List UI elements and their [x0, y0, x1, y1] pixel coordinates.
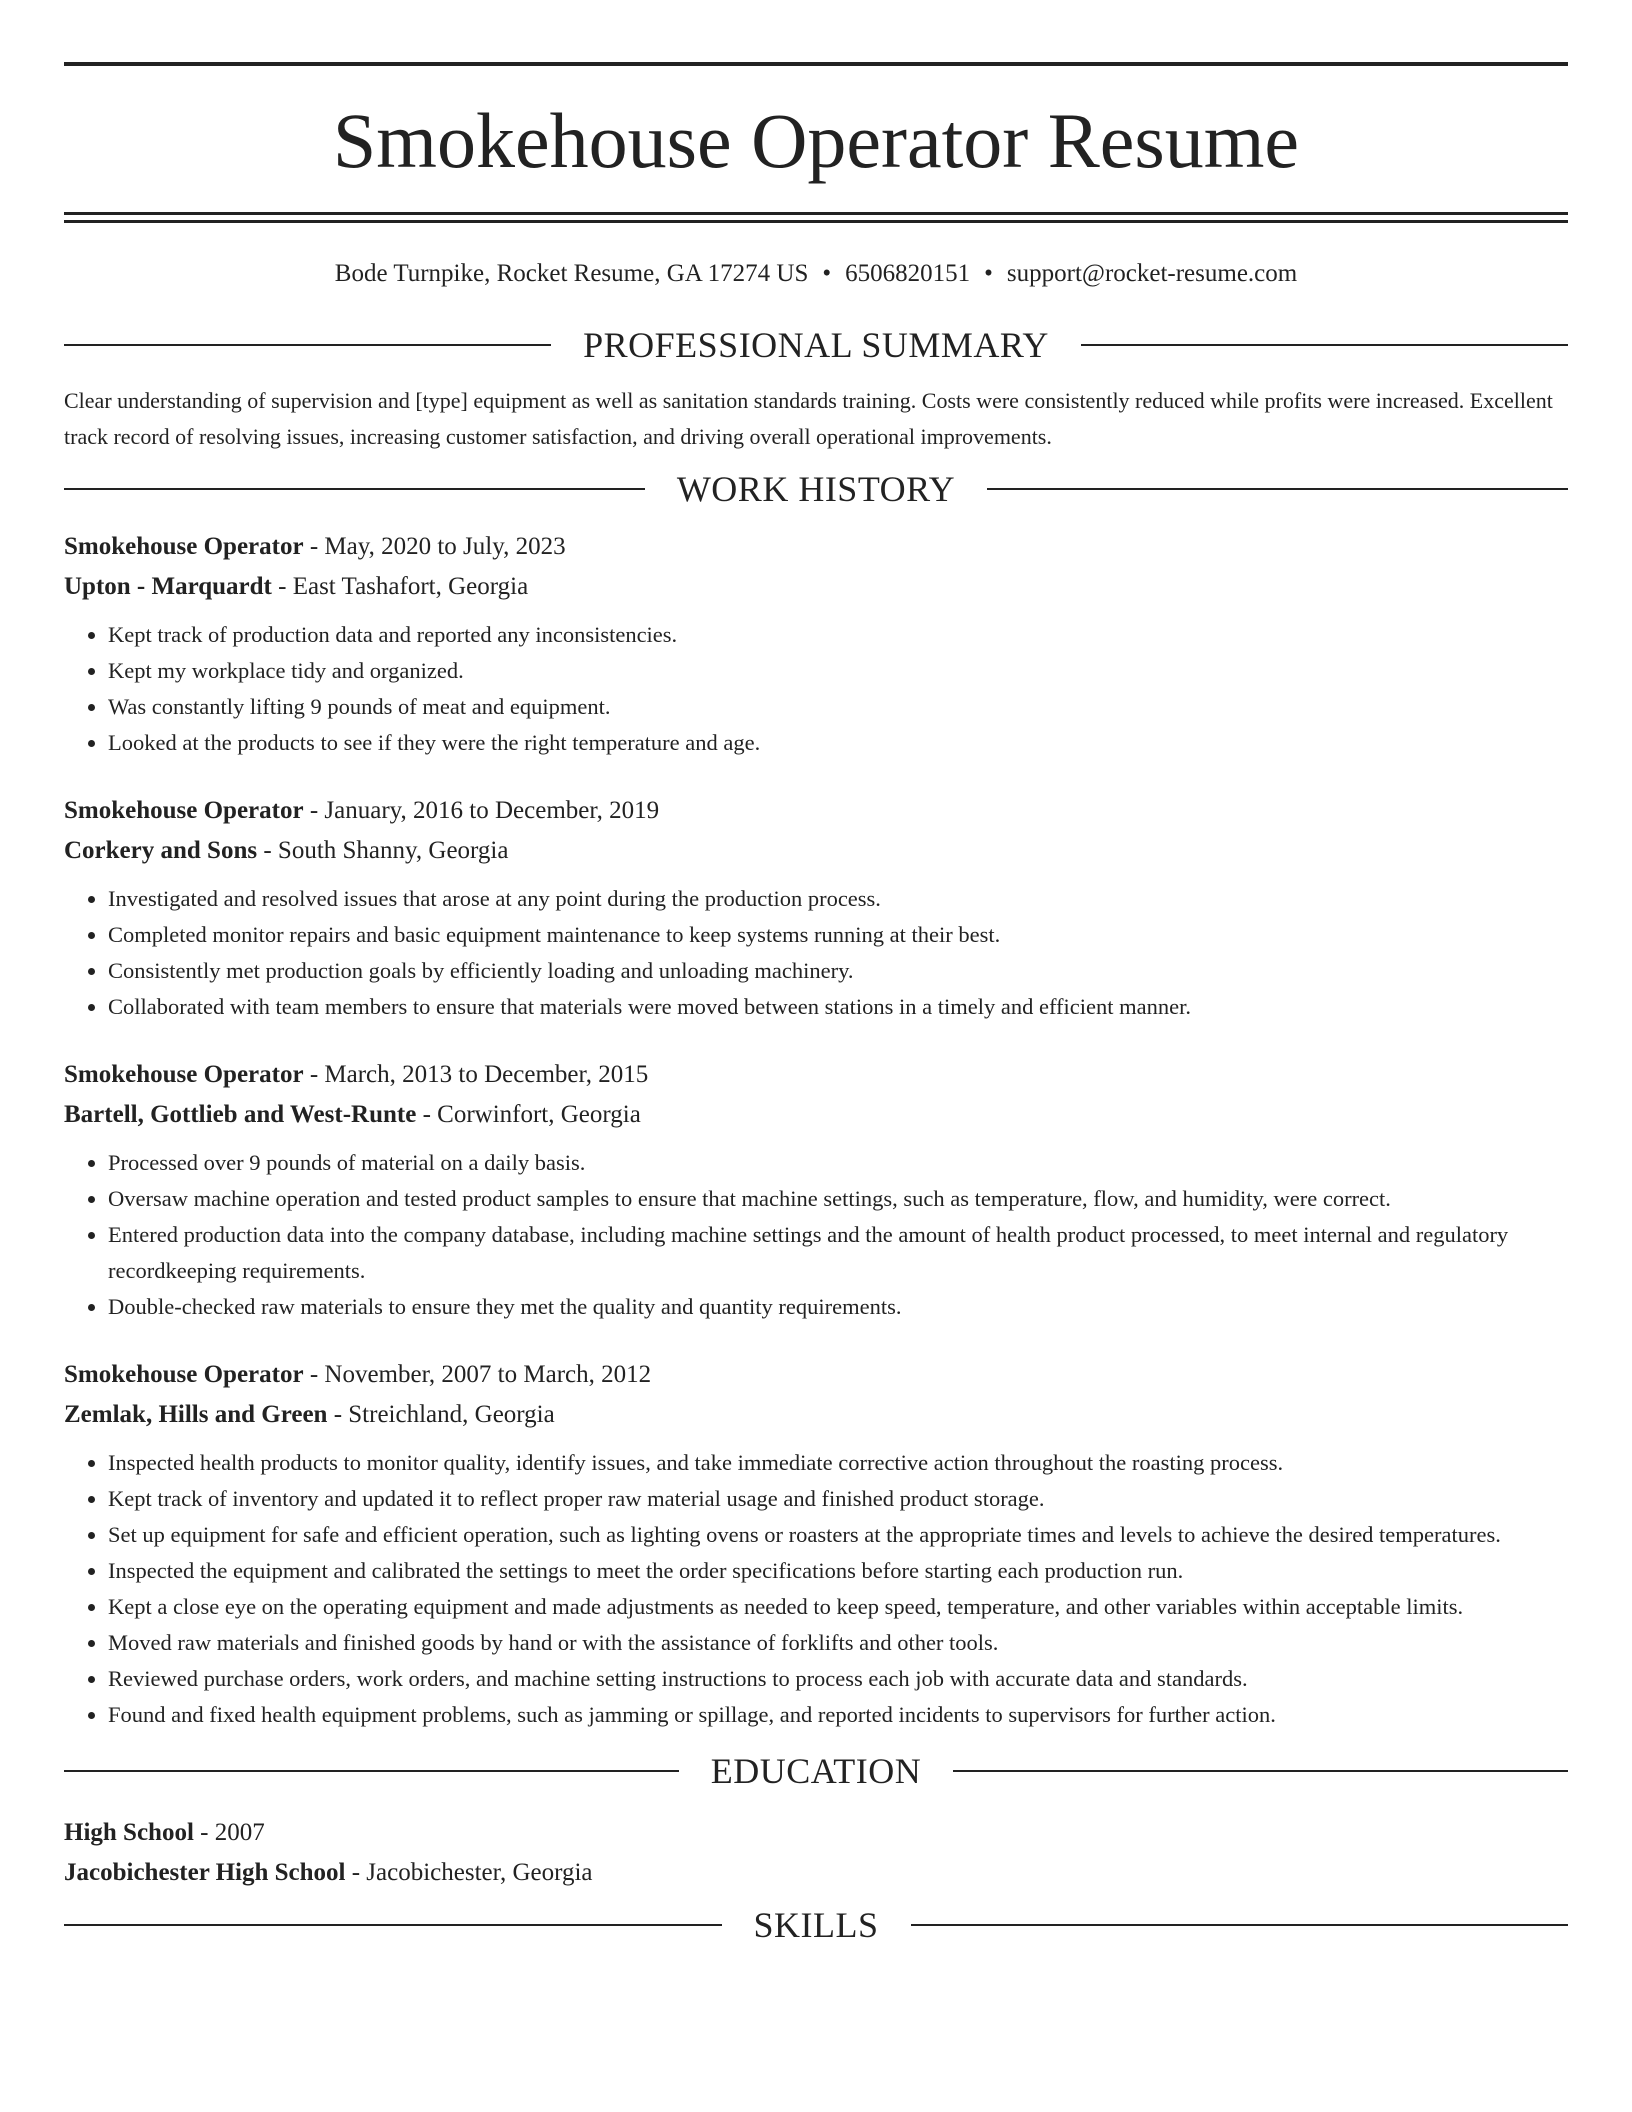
job-bullet-list [64, 1445, 1568, 1733]
job-title: Smokehouse Operator [64, 797, 304, 824]
section-title-education: EDUCATION [710, 1751, 922, 1791]
list-item: • Kept track of inventory and updated it to reflect proper raw material usage and finished product storage. [108, 1481, 1568, 1517]
job-dates: - November, 2007 to March, 2012 [303, 1361, 652, 1388]
education-school-line [64, 1853, 1568, 1893]
list-item: • Processed over 9 pounds of material on a daily basis. [108, 1145, 1568, 1181]
job-entry [64, 1055, 1568, 1325]
list-item: • Collaborated with team members to ensure that materials were moved between stations in a timely and efficient manner. [108, 989, 1568, 1025]
section-header-skills [64, 1905, 1568, 1945]
education-school: Jacobichester High School [64, 1859, 346, 1886]
section-rule-left [64, 488, 645, 490]
job-location: - Streichland, Georgia [327, 1401, 555, 1428]
job-company: Zemlak, Hills and Green [64, 1401, 328, 1428]
list-item: • Kept track of production data and reported any inconsistencies. [108, 617, 1568, 653]
section-rule-left [64, 1924, 722, 1926]
job-title-line [64, 1355, 1568, 1395]
list-item: • Reviewed purchase orders, work orders, and machine setting instructions to process each job with accurate data and standards. [108, 1661, 1568, 1697]
list-item: • Oversaw machine operation and tested product samples to ensure that machine settings, such as temperature, flow, and humidity, were correct. [108, 1181, 1568, 1217]
job-title: Smokehouse Operator [64, 1061, 304, 1088]
job-company: Corkery and Sons [64, 837, 258, 864]
job-company-line [64, 567, 1568, 607]
education-location: - Jacobichester, Georgia [345, 1859, 593, 1886]
job-title-line [64, 1055, 1568, 1095]
job-bullet-list [64, 1145, 1568, 1325]
list-item: • Set up equipment for safe and efficient operation, such as lighting ovens or roasters at the appropriate times and levels to achieve the desired temperatures. [108, 1517, 1568, 1553]
contact-line [64, 259, 1568, 289]
list-item: • Was constantly lifting 9 pounds of meat and equipment. [108, 689, 1568, 725]
list-item: • Kept a close eye on the operating equipment and made adjustments as needed to keep speed, temperature, and other variables within acceptable limits. [108, 1589, 1568, 1625]
contact-separator: • [984, 260, 993, 287]
section-title-summary: PROFESSIONAL SUMMARY [583, 325, 1049, 365]
job-dates: - May, 2020 to July, 2023 [303, 533, 566, 560]
list-item: • Entered production data into the company database, including machine settings and the amount of health product processed, to meet internal and regulatory recordkeeping requirements. [108, 1217, 1568, 1289]
contact-separator: • [822, 260, 832, 287]
job-company: Upton - Marquardt [64, 573, 272, 600]
list-item: • Inspected the equipment and calibrated the settings to meet the order specifications before starting each production run. [108, 1553, 1568, 1589]
list-item: • Looked at the products to see if they were the right temperature and age. [108, 725, 1568, 761]
job-location: - South Shanny, Georgia [257, 837, 509, 864]
job-company-line [64, 831, 1568, 871]
list-item: • Consistently met production goals by efficiently loading and unloading machinery. [108, 953, 1568, 989]
section-header-education [64, 1751, 1568, 1791]
job-location: - East Tashafort, Georgia [271, 573, 529, 600]
job-entry [64, 791, 1568, 1025]
job-company: Bartell, Gottlieb and West-Runte [64, 1101, 417, 1128]
work-history-list [64, 527, 1568, 1733]
education-year: - 2007 [193, 1819, 265, 1846]
job-bullet-list [64, 617, 1568, 761]
job-location: - Corwinfort, Georgia [416, 1101, 641, 1128]
section-title-skills: SKILLS [753, 1905, 879, 1945]
job-title: Smokehouse Operator [64, 533, 304, 560]
list-item: • Moved raw materials and finished goods by hand or with the assistance of forklifts and other tools. [108, 1625, 1568, 1661]
section-rule-left [64, 344, 551, 346]
section-rule-left [64, 1770, 679, 1772]
top-rule [64, 62, 1568, 66]
list-item: • Completed monitor repairs and basic equipment maintenance to keep systems running at their best. [108, 917, 1568, 953]
job-title-line [64, 791, 1568, 831]
job-company-line [64, 1095, 1568, 1135]
section-rule-right [1081, 344, 1568, 346]
list-item: • Kept my workplace tidy and organized. [108, 653, 1568, 689]
section-rule-right [911, 1924, 1569, 1926]
education-degree-line [64, 1813, 1568, 1853]
education-degree: High School [64, 1819, 194, 1846]
job-title-line [64, 527, 1568, 567]
section-rule-right [953, 1770, 1568, 1772]
job-dates: - January, 2016 to December, 2019 [303, 797, 660, 824]
list-item: • Found and fixed health equipment problems, such as jamming or spillage, and reported incidents to supervisors for further action. [108, 1697, 1568, 1733]
list-item: • Investigated and resolved issues that arose at any point during the production process. [108, 881, 1568, 917]
job-dates: - March, 2013 to December, 2015 [303, 1061, 649, 1088]
section-header-work [64, 469, 1568, 509]
job-title: Smokehouse Operator [64, 1361, 304, 1388]
contact-phone: 6506820151 [845, 260, 971, 287]
job-company-line [64, 1395, 1568, 1435]
contact-email: support@rocket-resume.com [1006, 260, 1298, 287]
list-item: • Double-checked raw materials to ensure they met the quality and quantity requirements. [108, 1289, 1568, 1325]
summary-text: Clear understanding of supervision and [type] equipment as well as sanitation standards training. Costs were consistently reduced while profits were increased. Excellent track record of resolving issues, increasing customer satisfaction, and driving overall operational improvements. [64, 388, 1553, 449]
job-entry [64, 1355, 1568, 1733]
section-rule-right [987, 488, 1568, 490]
title-double-rule [64, 212, 1568, 223]
section-header-summary [64, 325, 1568, 365]
page-title: Smokehouse Operator Resume [332, 97, 1300, 184]
list-item: • Inspected health products to monitor quality, identify issues, and take immediate corrective action throughout the roasting process. [108, 1445, 1568, 1481]
section-title-work: WORK HISTORY [676, 469, 956, 509]
job-entry [64, 527, 1568, 761]
education-entry [64, 1813, 1568, 1893]
job-bullet-list [64, 881, 1568, 1025]
contact-address: Bode Turnpike, Rocket Resume, GA 17274 US [334, 260, 809, 287]
